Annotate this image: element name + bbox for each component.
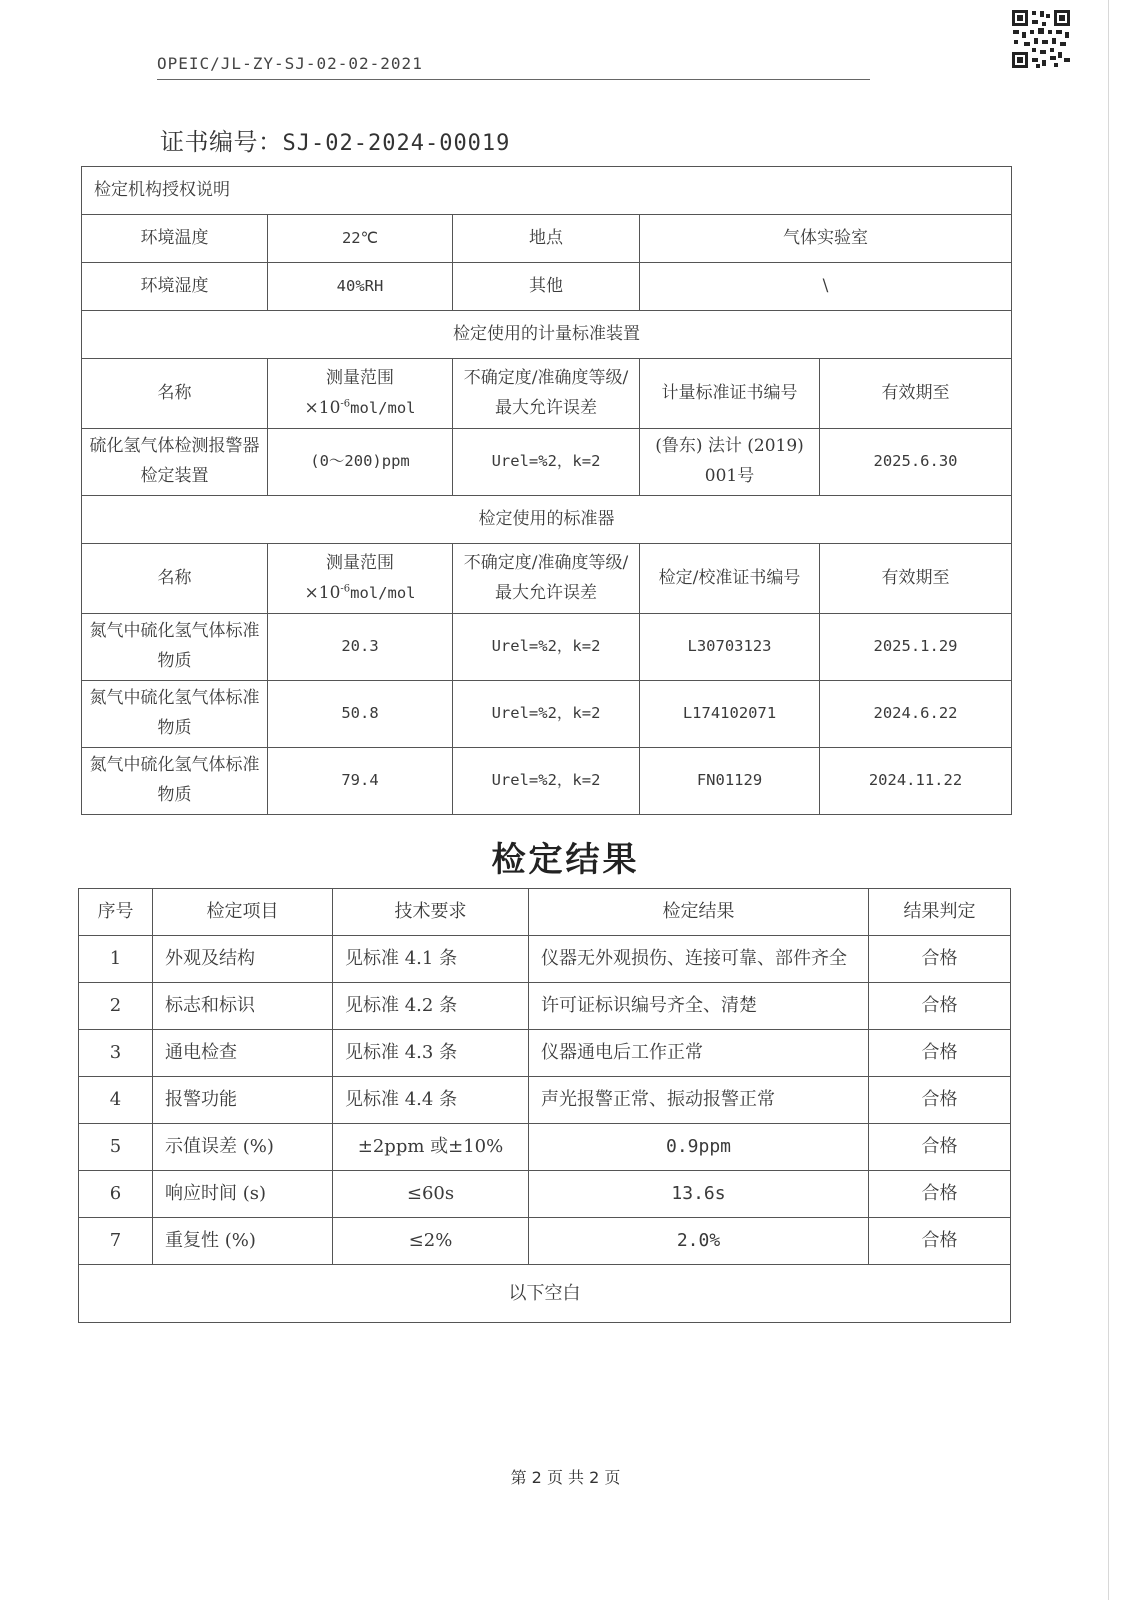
table-row bbox=[82, 429, 1012, 496]
temp-label: 环境温度 bbox=[82, 215, 268, 263]
result-no: 3 bbox=[79, 1030, 153, 1077]
ms-col-cert: 计量标准证书编号 bbox=[640, 359, 820, 429]
measurement-standard-title: 检定使用的计量标准装置 bbox=[82, 311, 1012, 359]
sm-col-uncertainty: 不确定度/准确度等级/最大允许误差 bbox=[453, 544, 640, 614]
result-value: 2.0% bbox=[529, 1218, 869, 1265]
sm-uncertainty: Urel=%2，k=2 bbox=[453, 614, 640, 681]
result-item: 示值误差 (%) bbox=[153, 1124, 333, 1171]
result-value: 许可证标识编号齐全、清楚 bbox=[529, 983, 869, 1030]
result-item: 重复性 (%) bbox=[153, 1218, 333, 1265]
result-verdict: 合格 bbox=[869, 983, 1011, 1030]
other-value: \ bbox=[640, 263, 1012, 311]
result-no: 5 bbox=[79, 1124, 153, 1171]
result-value: 仪器通电后工作正常 bbox=[529, 1030, 869, 1077]
results-col-result: 检定结果 bbox=[529, 889, 869, 936]
result-req: ±2ppm 或±10% bbox=[333, 1124, 529, 1171]
result-item: 外观及结构 bbox=[153, 936, 333, 983]
sm-cert: L174102071 bbox=[640, 681, 820, 748]
result-req: 见标准 4.3 条 bbox=[333, 1030, 529, 1077]
result-value: 声光报警正常、振动报警正常 bbox=[529, 1077, 869, 1124]
table-row bbox=[82, 614, 1012, 681]
table-row bbox=[79, 983, 1011, 1030]
sm-valid: 2025.1.29 bbox=[820, 614, 1012, 681]
sm-name: 氮气中硫化氢气体标准物质 bbox=[82, 681, 268, 748]
sm-valid: 2024.11.22 bbox=[820, 748, 1012, 815]
sm-col-range-label: 测量范围 bbox=[326, 552, 394, 573]
ms-col-valid: 有效期至 bbox=[820, 359, 1012, 429]
result-item: 响应时间 (s) bbox=[153, 1171, 333, 1218]
result-no: 6 bbox=[79, 1171, 153, 1218]
ms-col-range-label: 测量范围 bbox=[326, 367, 394, 388]
document-code: OPEIC/JL-ZY-SJ-02-02-2021 bbox=[157, 54, 423, 73]
result-no: 7 bbox=[79, 1218, 153, 1265]
table-row bbox=[79, 1030, 1011, 1077]
results-col-item: 检定项目 bbox=[153, 889, 333, 936]
sm-uncertainty: Urel=%2，k=2 bbox=[453, 748, 640, 815]
ms-uncertainty: Urel=%2，k=2 bbox=[453, 429, 640, 496]
result-req: 见标准 4.2 条 bbox=[333, 983, 529, 1030]
result-no: 2 bbox=[79, 983, 153, 1030]
sm-name: 氮气中硫化氢气体标准物质 bbox=[82, 748, 268, 815]
result-verdict: 合格 bbox=[869, 1218, 1011, 1265]
ms-col-uncertainty: 不确定度/准确度等级/最大允许误差 bbox=[453, 359, 640, 429]
ms-name: 硫化氢气体检测报警器检定装置 bbox=[82, 429, 268, 496]
result-verdict: 合格 bbox=[869, 1124, 1011, 1171]
sm-cert: L30703123 bbox=[640, 614, 820, 681]
table-row bbox=[79, 1171, 1011, 1218]
sm-col-range bbox=[268, 544, 453, 614]
sm-col-range-unit: $\times 10^{-6}mol$/mol bbox=[304, 582, 416, 603]
result-req: ≤60s bbox=[333, 1171, 529, 1218]
result-verdict: 合格 bbox=[869, 936, 1011, 983]
verification-conditions-table bbox=[81, 166, 1012, 815]
table-row bbox=[79, 1218, 1011, 1265]
location-value: 气体实验室 bbox=[640, 215, 1012, 263]
result-no: 1 bbox=[79, 936, 153, 983]
ms-valid: 2025.6.30 bbox=[820, 429, 1012, 496]
sm-col-cert: 检定/校准证书编号 bbox=[640, 544, 820, 614]
result-req: ≤2% bbox=[333, 1218, 529, 1265]
auth-description-title: 检定机构授权说明 bbox=[82, 167, 1012, 215]
sm-range: 79.4 bbox=[268, 748, 453, 815]
table-row bbox=[79, 1124, 1011, 1171]
result-verdict: 合格 bbox=[869, 1077, 1011, 1124]
result-verdict: 合格 bbox=[869, 1030, 1011, 1077]
result-verdict: 合格 bbox=[869, 1171, 1011, 1218]
result-value: 0.9ppm bbox=[529, 1124, 869, 1171]
page-number: 第 2 页 共 2 页 bbox=[510, 1468, 621, 1487]
result-item: 通电检查 bbox=[153, 1030, 333, 1077]
humidity-label: 环境湿度 bbox=[82, 263, 268, 311]
certificate-value: SJ-02-2024-00019 bbox=[282, 131, 511, 156]
location-label: 地点 bbox=[453, 215, 640, 263]
certificate-label: 证书编号： bbox=[160, 128, 283, 156]
sm-col-name: 名称 bbox=[82, 544, 268, 614]
standard-materials-title: 检定使用的标准器 bbox=[82, 496, 1012, 544]
ms-col-name: 名称 bbox=[82, 359, 268, 429]
result-item: 报警功能 bbox=[153, 1077, 333, 1124]
sm-valid: 2024.6.22 bbox=[820, 681, 1012, 748]
temp-value: 22℃ bbox=[268, 215, 453, 263]
result-value: 仪器无外观损伤、连接可靠、部件齐全 bbox=[529, 936, 869, 983]
page-edge-line bbox=[1108, 0, 1109, 1600]
table-row bbox=[79, 1077, 1011, 1124]
blank-note: 以下空白 bbox=[79, 1265, 1011, 1323]
sm-col-valid: 有效期至 bbox=[820, 544, 1012, 614]
result-req: 见标准 4.4 条 bbox=[333, 1077, 529, 1124]
results-col-verdict: 结果判定 bbox=[869, 889, 1011, 936]
qr-code-icon bbox=[1010, 8, 1072, 70]
sm-cert: FN01129 bbox=[640, 748, 820, 815]
sm-uncertainty: Urel=%2，k=2 bbox=[453, 681, 640, 748]
result-value: 13.6s bbox=[529, 1171, 869, 1218]
table-row bbox=[82, 681, 1012, 748]
sm-name: 氮气中硫化氢气体标准物质 bbox=[82, 614, 268, 681]
other-label: 其他 bbox=[453, 263, 640, 311]
results-title: 检定结果 bbox=[491, 840, 640, 880]
header-rule bbox=[157, 79, 870, 80]
table-row bbox=[82, 748, 1012, 815]
sm-range: 20.3 bbox=[268, 614, 453, 681]
sm-range: 50.8 bbox=[268, 681, 453, 748]
result-no: 4 bbox=[79, 1077, 153, 1124]
ms-cert: (鲁东) 法计 (2019) 001号 bbox=[640, 429, 820, 496]
ms-col-range-unit: $\times 10^{-6}mol$/mol bbox=[304, 397, 416, 418]
humidity-value: 40%RH bbox=[268, 263, 453, 311]
results-col-req: 技术要求 bbox=[333, 889, 529, 936]
result-req: 见标准 4.1 条 bbox=[333, 936, 529, 983]
verification-results-table bbox=[78, 888, 1011, 1323]
table-row bbox=[79, 936, 1011, 983]
ms-col-range bbox=[268, 359, 453, 429]
results-col-no: 序号 bbox=[79, 889, 153, 936]
ms-range: (0～200)ppm bbox=[268, 429, 453, 496]
certificate-number bbox=[160, 122, 510, 157]
result-item: 标志和标识 bbox=[153, 983, 333, 1030]
